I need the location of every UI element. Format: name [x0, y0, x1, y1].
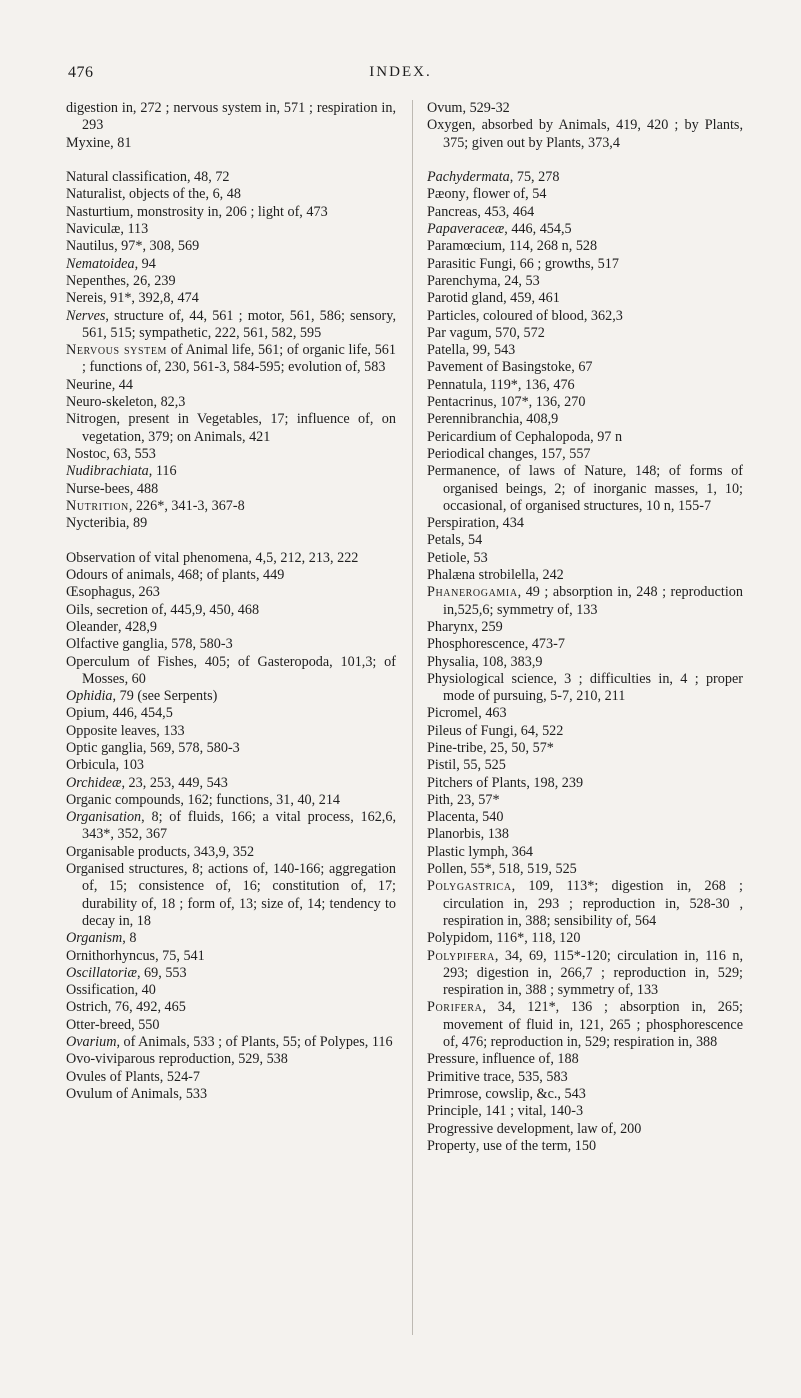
entry-headword: Plastic lymph — [427, 843, 505, 860]
index-entry — [66, 654, 396, 689]
entry-references: , 113 — [120, 221, 149, 238]
entry-headword: Pavement — [427, 359, 483, 376]
entry-headword: Organised structures — [66, 861, 184, 878]
index-entry — [427, 290, 743, 307]
entry-headword: Planorbis — [427, 826, 481, 843]
entry-headword: Myxine — [66, 134, 111, 151]
index-entry — [427, 117, 743, 152]
entry-references: , 69, 553 — [136, 964, 187, 981]
entry-headword: Nereis — [66, 290, 104, 307]
index-entry — [427, 757, 743, 774]
index-entry — [427, 636, 743, 653]
index-entry — [427, 342, 743, 359]
index-entry — [427, 584, 743, 619]
entry-headword: Particles — [427, 307, 476, 324]
entry-references: , 26, 239 — [125, 272, 176, 289]
entry-headword: Polypifera — [427, 947, 495, 964]
entry-headword: Periodical changes — [427, 445, 534, 462]
index-entry — [66, 550, 396, 567]
index-entry — [427, 809, 743, 826]
index-entry — [66, 602, 396, 619]
index-entry — [66, 446, 396, 463]
entry-references: , 55*, 518, 519, 525 — [463, 861, 577, 878]
index-entry — [427, 740, 743, 757]
entry-references: digestion in, 272 ; nervous system in, 571 ; respiration in, 293 — [66, 100, 396, 134]
index-entry — [66, 619, 396, 636]
entry-references: , secretion of, 445,9, 450, 468 — [89, 601, 260, 618]
index-entry — [427, 1103, 743, 1120]
entry-references: , 63, 553 — [106, 445, 156, 462]
entry-references: , 119*, 136, 476 — [482, 376, 575, 393]
index-entry — [66, 463, 396, 480]
entry-headword: Pine-tribe — [427, 739, 483, 756]
entry-headword: Oleander — [66, 618, 118, 635]
entry-references: , 81 — [110, 134, 132, 151]
index-entry — [427, 844, 743, 861]
entry-references: , 578, 580-3 — [164, 636, 233, 653]
entry-references: , 97*, 308, 569 — [114, 238, 200, 255]
entry-headword: Naviculæ — [66, 221, 121, 238]
entry-headword: Nitrogen — [66, 411, 117, 428]
entry-references: , 226*, 341-3, 367-8 — [128, 497, 245, 514]
index-entry — [66, 308, 396, 343]
entry-headword: Perennibranchia — [427, 411, 520, 428]
index-entry — [66, 377, 396, 394]
index-entry — [427, 273, 743, 290]
entry-references: , 94 — [134, 255, 156, 272]
index-entry — [427, 1069, 743, 1086]
index-entry — [427, 1121, 743, 1138]
index-entry — [66, 982, 396, 999]
entry-headword: Phosphorescence — [427, 636, 525, 653]
entry-headword: Principle — [427, 1103, 479, 1120]
entry-headword: Nematoidea — [66, 255, 135, 272]
index-entry — [427, 550, 743, 567]
entry-references: , 53 — [466, 549, 488, 566]
index-entry — [427, 705, 743, 722]
entry-references: , 34, 69, 115*-120; circulation in, 116 n, 293; digestion in, 266,7 ; reproduction in, 529; respiration in, 388 ; symmetry of, 133 — [443, 947, 743, 999]
index-entry — [66, 1034, 396, 1051]
entry-references: , present in Vegetables, 17; influence of, on vegetation, 379; on Animals, 421 — [82, 411, 396, 445]
index-entry — [66, 169, 396, 186]
index-entry — [66, 1051, 396, 1068]
entry-headword: Ornithorhyncus — [66, 947, 156, 964]
entry-references: , use of the term, 150 — [475, 1137, 597, 1154]
index-entry — [427, 861, 743, 878]
entry-headword: Primitive trace — [427, 1068, 511, 1085]
entry-headword: Pachydermata — [427, 169, 510, 186]
index-entry — [66, 775, 396, 792]
entry-headword: Patella — [427, 342, 466, 359]
index-entry — [66, 342, 396, 377]
entry-headword: Pistil — [427, 757, 457, 774]
entry-references: of Cephalopoda, 97 n — [496, 428, 623, 445]
entry-headword: Parasitic Fungi — [427, 255, 513, 272]
entry-references: , 44 — [111, 376, 133, 393]
entry-references: of Plants, 198, 239 — [472, 774, 584, 791]
entry-headword: Phanerogamia — [427, 584, 518, 601]
entry-references: , 116*, 118, 120 — [489, 930, 581, 947]
index-entry — [427, 723, 743, 740]
entry-references: , 116 — [148, 463, 177, 480]
entry-headword: Nycteribia — [66, 515, 126, 532]
entry-headword: Petiole — [427, 549, 467, 566]
entry-headword: Porifera — [427, 999, 483, 1016]
index-entry — [66, 1017, 396, 1034]
index-entry — [66, 792, 396, 809]
entry-references: , 434 — [495, 515, 524, 532]
entry-headword: Nostoc — [66, 445, 107, 462]
index-entry — [66, 636, 396, 653]
index-entry — [427, 238, 743, 255]
entry-references: of Basingstoke, 67 — [482, 359, 593, 376]
entry-headword: Polygastrica — [427, 878, 512, 895]
entry-headword: Ovulum — [66, 1085, 113, 1102]
running-title: INDEX. — [369, 64, 432, 80]
index-entry — [427, 204, 743, 221]
entry-references: , 242 — [535, 567, 564, 584]
index-entry — [427, 878, 743, 930]
entry-references: , 569, 578, 580-3 — [142, 739, 240, 756]
index-entry — [66, 861, 396, 930]
index-entry — [66, 723, 396, 740]
index-entry — [427, 411, 743, 428]
entry-headword: Permanence — [427, 463, 497, 480]
entry-references: , 343,9, 352 — [186, 843, 255, 860]
entry-references: , 364 — [504, 843, 534, 860]
entry-references: , 103 — [115, 757, 145, 774]
entry-headword: Picromel — [427, 705, 479, 722]
index-entry — [427, 100, 743, 117]
entry-references: , 463 — [478, 705, 507, 722]
entry-headword: Property — [427, 1137, 476, 1154]
entry-headword: Pancreas — [427, 203, 478, 220]
entry-references: , absorbed by Animals, 419, 420 ; by Plants, 375; given out by Plants, 373,4 — [443, 117, 743, 151]
entry-headword: Opium — [66, 705, 106, 722]
index-column-right — [427, 100, 743, 1155]
entry-references: , 114, 268 n, 528 — [501, 238, 598, 255]
entry-headword: Paramœcium — [427, 238, 502, 255]
entry-headword: Natural classification — [66, 169, 187, 186]
index-entry — [427, 792, 743, 809]
entry-headword: Petals — [427, 532, 461, 549]
index-entry — [66, 394, 396, 411]
entry-references: , 91*, 392,8, 474 — [103, 290, 199, 307]
entry-references: , 25, 50, 57* — [482, 739, 554, 756]
entry-headword: Orbicula — [66, 757, 116, 774]
index-entry — [427, 377, 743, 394]
entry-references: of Plants, 524-7 — [106, 1068, 200, 1085]
index-entry — [427, 1051, 743, 1068]
entry-headword: Neuro-skeleton — [66, 394, 154, 411]
index-entry — [66, 1086, 396, 1103]
index-entry — [427, 532, 743, 549]
entry-references: , 8 — [122, 930, 137, 947]
index-entry — [427, 1138, 743, 1155]
entry-headword: Papaveraceæ — [427, 221, 505, 238]
entry-headword: Primrose — [427, 1085, 479, 1102]
index-entry — [66, 757, 396, 774]
entry-references: , 529, 538 — [231, 1051, 288, 1068]
entry-references: , 99, 543 — [465, 342, 516, 359]
index-entry — [427, 221, 743, 238]
entry-references: , 48, 72 — [186, 169, 230, 186]
entry-references: , 4,5, 212, 213, 222 — [248, 549, 359, 566]
index-entry — [66, 705, 396, 722]
index-entry — [427, 671, 743, 706]
entry-headword: Phalæna strobilella — [427, 567, 536, 584]
index-entry — [427, 359, 743, 376]
index-entry — [427, 999, 743, 1051]
entry-references: , 446, 454,5 — [504, 221, 572, 238]
entry-headword: Nudibrachiata — [66, 463, 149, 480]
entry-headword: Opposite leaves — [66, 722, 157, 739]
entry-headword: Organic compounds — [66, 791, 181, 808]
entry-references: , 82,3 — [153, 394, 186, 411]
index-entry — [66, 221, 396, 238]
index-entry — [427, 775, 743, 792]
entry-references: , 23, 253, 449, 543 — [121, 774, 228, 791]
entry-headword: Pollen — [427, 861, 464, 878]
entry-headword: Nepenthes — [66, 272, 126, 289]
index-entry — [427, 948, 743, 1000]
entry-references: , 34, 121*, 136 ; absorption in, 265; movement of fluid in, 121, 265 ; phosphorescence of, 476; reproduction in, 529; respiration in, 388 — [443, 999, 743, 1051]
entry-references: , flower of, 54 — [465, 186, 547, 203]
index-entry — [427, 169, 743, 186]
index-entry — [66, 515, 396, 532]
entry-headword: Oils — [66, 601, 90, 618]
entry-headword: Organisable products — [66, 843, 187, 860]
entry-references: , 138 — [480, 826, 509, 843]
entry-headword: Perspiration — [427, 515, 496, 532]
index-entry — [427, 619, 743, 636]
entry-references: , coloured of blood, 362,3 — [475, 307, 623, 324]
entry-headword: Œsophagus — [66, 584, 132, 601]
index-entry — [66, 965, 396, 982]
entry-references: , 133 — [156, 722, 185, 739]
entry-references: , law of, 200 — [570, 1120, 642, 1137]
entry-headword: Nautilus — [66, 238, 115, 255]
entry-references: , 570, 572 — [488, 324, 545, 341]
index-entry — [66, 411, 396, 446]
entry-headword: Neurine — [66, 376, 112, 393]
entry-headword: Orchideæ — [66, 774, 122, 791]
entry-references: , of Animals, 533 ; of Plants, 55; of Polypes, 116 — [116, 1034, 393, 1051]
index-column-left — [66, 100, 396, 1103]
entry-references: , 55, 525 — [456, 757, 506, 774]
page-header — [0, 64, 801, 88]
index-entry — [66, 204, 396, 221]
entry-references: , 550 — [131, 1016, 160, 1033]
entry-references: , 66 ; growths, 517 — [512, 255, 619, 272]
index-entry — [66, 135, 396, 152]
index-entry — [427, 1086, 743, 1103]
entry-references: , 459, 461 — [503, 290, 560, 307]
entry-references: , 108, 383,9 — [475, 653, 543, 670]
entry-headword: Naturalist — [66, 186, 122, 203]
entry-references: , 8; actions of, 140-166; aggregation of, 15; consistence of, 16; constitution of, 17; durability of, 18 ; form of, 13; size of, 14; tendency to decay in, 18 — [82, 861, 396, 929]
entry-headword: Nutrition — [66, 497, 129, 514]
entry-headword: Nerves — [66, 307, 106, 324]
entry-references: , 24, 53 — [497, 272, 540, 289]
index-entry — [427, 429, 743, 446]
entry-headword: Ostrich — [66, 999, 108, 1016]
entry-headword: Par vagum — [427, 324, 489, 341]
entry-headword: Ophidia — [66, 688, 113, 705]
entry-references: , 540 — [475, 809, 504, 826]
index-entry — [427, 515, 743, 532]
entry-headword: Progressive development — [427, 1120, 571, 1137]
index-entry — [427, 446, 743, 463]
index-entry — [66, 930, 396, 947]
entry-headword: Olfactive ganglia — [66, 636, 165, 653]
entry-references: , 109, 113*; digestion in, 268 ; circulation in, 293 ; reproduction in, 528-30 , respiration in, 388; sensibility of, 564 — [443, 878, 743, 929]
entry-headword: Parotid gland — [427, 290, 504, 307]
index-entry — [427, 256, 743, 273]
entry-references: , 89 — [125, 515, 148, 532]
entry-headword: Ovo-viviparous reproduction — [66, 1051, 232, 1068]
index-entry — [427, 325, 743, 342]
index-entry — [66, 809, 396, 844]
entry-references: of Fungi, 64, 522 — [461, 722, 564, 739]
entry-headword: Pentacrinus — [427, 394, 494, 411]
entry-references: , 428,9 — [118, 618, 158, 635]
index-entry — [66, 740, 396, 757]
entry-references: , 3 ; difficulties in, 4 ; proper mode of pursuing, 5-7, 210, 211 — [443, 670, 743, 705]
entry-headword: Physalia — [427, 653, 476, 670]
index-entry — [66, 290, 396, 307]
entry-references: , of laws of Nature, 148; of forms of organised beings, 2; of inorganic masses, 1, 10; occasional, of organised structures, 10 n, 155-7 — [443, 463, 743, 514]
index-entry — [427, 826, 743, 843]
index-entry — [66, 498, 396, 515]
entry-headword: Pæony — [427, 186, 466, 203]
entry-references: , 529-32 — [462, 100, 510, 116]
index-entry — [427, 930, 743, 947]
entry-headword: Pressure — [427, 1051, 476, 1068]
entry-headword: Pericardium — [427, 428, 497, 445]
entry-references: , 157, 557 — [533, 445, 591, 462]
entry-headword: Organism — [66, 930, 123, 947]
entry-references: , influence of, 188 — [475, 1051, 579, 1068]
entry-headword: Ossification — [66, 982, 135, 999]
index-entry — [427, 186, 743, 203]
index-entry — [427, 463, 743, 515]
entry-references: , 263 — [131, 584, 160, 601]
entry-references: , 446, 454,5 — [105, 705, 173, 722]
index-entry — [66, 273, 396, 290]
index-entry — [427, 654, 743, 671]
entry-references: , 79 (see Serpents) — [112, 688, 218, 705]
entry-headword: Oxygen — [427, 117, 472, 134]
entry-references: , monstrosity in, 206 ; light of, 473 — [129, 203, 328, 220]
index-entry — [427, 394, 743, 411]
entry-references: , 76, 492, 465 — [107, 999, 186, 1016]
entry-headword: Operculum — [66, 653, 130, 670]
entry-headword: Otter-breed — [66, 1016, 132, 1033]
entry-references: of Animals, 533 — [112, 1085, 208, 1102]
entry-headword: Optic ganglia — [66, 739, 143, 756]
entry-references: , 107*, 136, 270 — [493, 394, 586, 411]
index-entry — [66, 1069, 396, 1086]
index-entry — [66, 256, 396, 273]
index-entry — [66, 238, 396, 255]
entry-references: , 162; functions, 31, 40, 214 — [180, 791, 341, 808]
index-entry — [66, 948, 396, 965]
entry-references: of Fishes, 405; of Gasteropoda, 101,3; of Mosses, 60 — [82, 653, 396, 687]
index-entry — [427, 308, 743, 325]
entry-references: , 75, 278 — [509, 169, 560, 186]
entry-headword: Physiological science — [427, 670, 554, 687]
index-entry — [66, 481, 396, 498]
entry-references: , 408,9 — [519, 411, 559, 428]
index-entry — [66, 844, 396, 861]
index-entry — [66, 186, 396, 203]
index-entry — [427, 567, 743, 584]
entry-references: , structure of, 44, 561 ; motor, 561, 586; sensory, 561, 515; sympathetic, 222, 561, 582, 595 — [82, 307, 396, 341]
entry-headword: Ovules — [66, 1068, 107, 1085]
entry-references: , 141 ; vital, 140-3 — [478, 1103, 584, 1120]
entry-references: , 40 — [134, 982, 156, 999]
entry-headword: Nasturtium — [66, 203, 130, 220]
entry-references: , 23, 57* — [449, 791, 500, 808]
entry-references: , 488 — [129, 480, 159, 497]
entry-headword: Oscillatoriæ — [66, 964, 137, 981]
entry-references: , 473-7 — [524, 636, 565, 653]
entry-headword: Ovum — [427, 100, 463, 116]
page-number: 476 — [68, 64, 94, 81]
entry-references: , cowslip, &c., 543 — [478, 1085, 586, 1102]
entry-references: , 259 — [474, 618, 503, 635]
index-entry — [66, 688, 396, 705]
entry-headword: Organisation — [66, 809, 142, 826]
entry-headword: Nurse-bees — [66, 480, 130, 497]
entry-references: , 468; of plants, 449 — [170, 567, 285, 584]
entry-references: , 453, 464 — [477, 203, 535, 220]
entry-references: , 75, 541 — [155, 947, 205, 964]
entry-headword: Parenchyma — [427, 272, 498, 289]
index-entry — [66, 584, 396, 601]
column-divider — [412, 100, 413, 1335]
entry-references: of Animal life, 561; of organic life, 561 ; functions of, 230, 561-3, 584-595; evolution of, 583 — [82, 342, 396, 376]
entry-headword: Nervous system — [66, 342, 168, 359]
entry-headword: Pith — [427, 791, 450, 808]
entry-headword: Observation of vital phenomena — [66, 549, 249, 566]
entry-references: , objects of the, 6, 48 — [121, 186, 241, 203]
entry-headword: Odours of animals — [66, 567, 171, 584]
entry-references: , 49 ; absorption in, 248 ; reproduction in,525,6; symmetry of, 133 — [443, 584, 743, 618]
entry-references: , 54 — [460, 532, 483, 549]
entry-headword: Pharynx — [427, 618, 475, 635]
index-entry — [66, 567, 396, 584]
entry-headword: Pennatula — [427, 376, 483, 393]
entry-headword: Pitchers — [427, 774, 473, 791]
entry-references: , 8; of fluids, 166; a vital process, 162,6, 343*, 352, 367 — [82, 809, 396, 843]
entry-headword: Placenta — [427, 809, 476, 826]
entry-headword: Ovarium — [66, 1034, 117, 1051]
index-entry — [66, 999, 396, 1016]
index-entry — [66, 100, 396, 135]
entry-references: , 535, 583 — [510, 1068, 568, 1085]
entry-headword: Pileus — [427, 722, 462, 739]
entry-headword: Polypidom — [427, 930, 490, 947]
